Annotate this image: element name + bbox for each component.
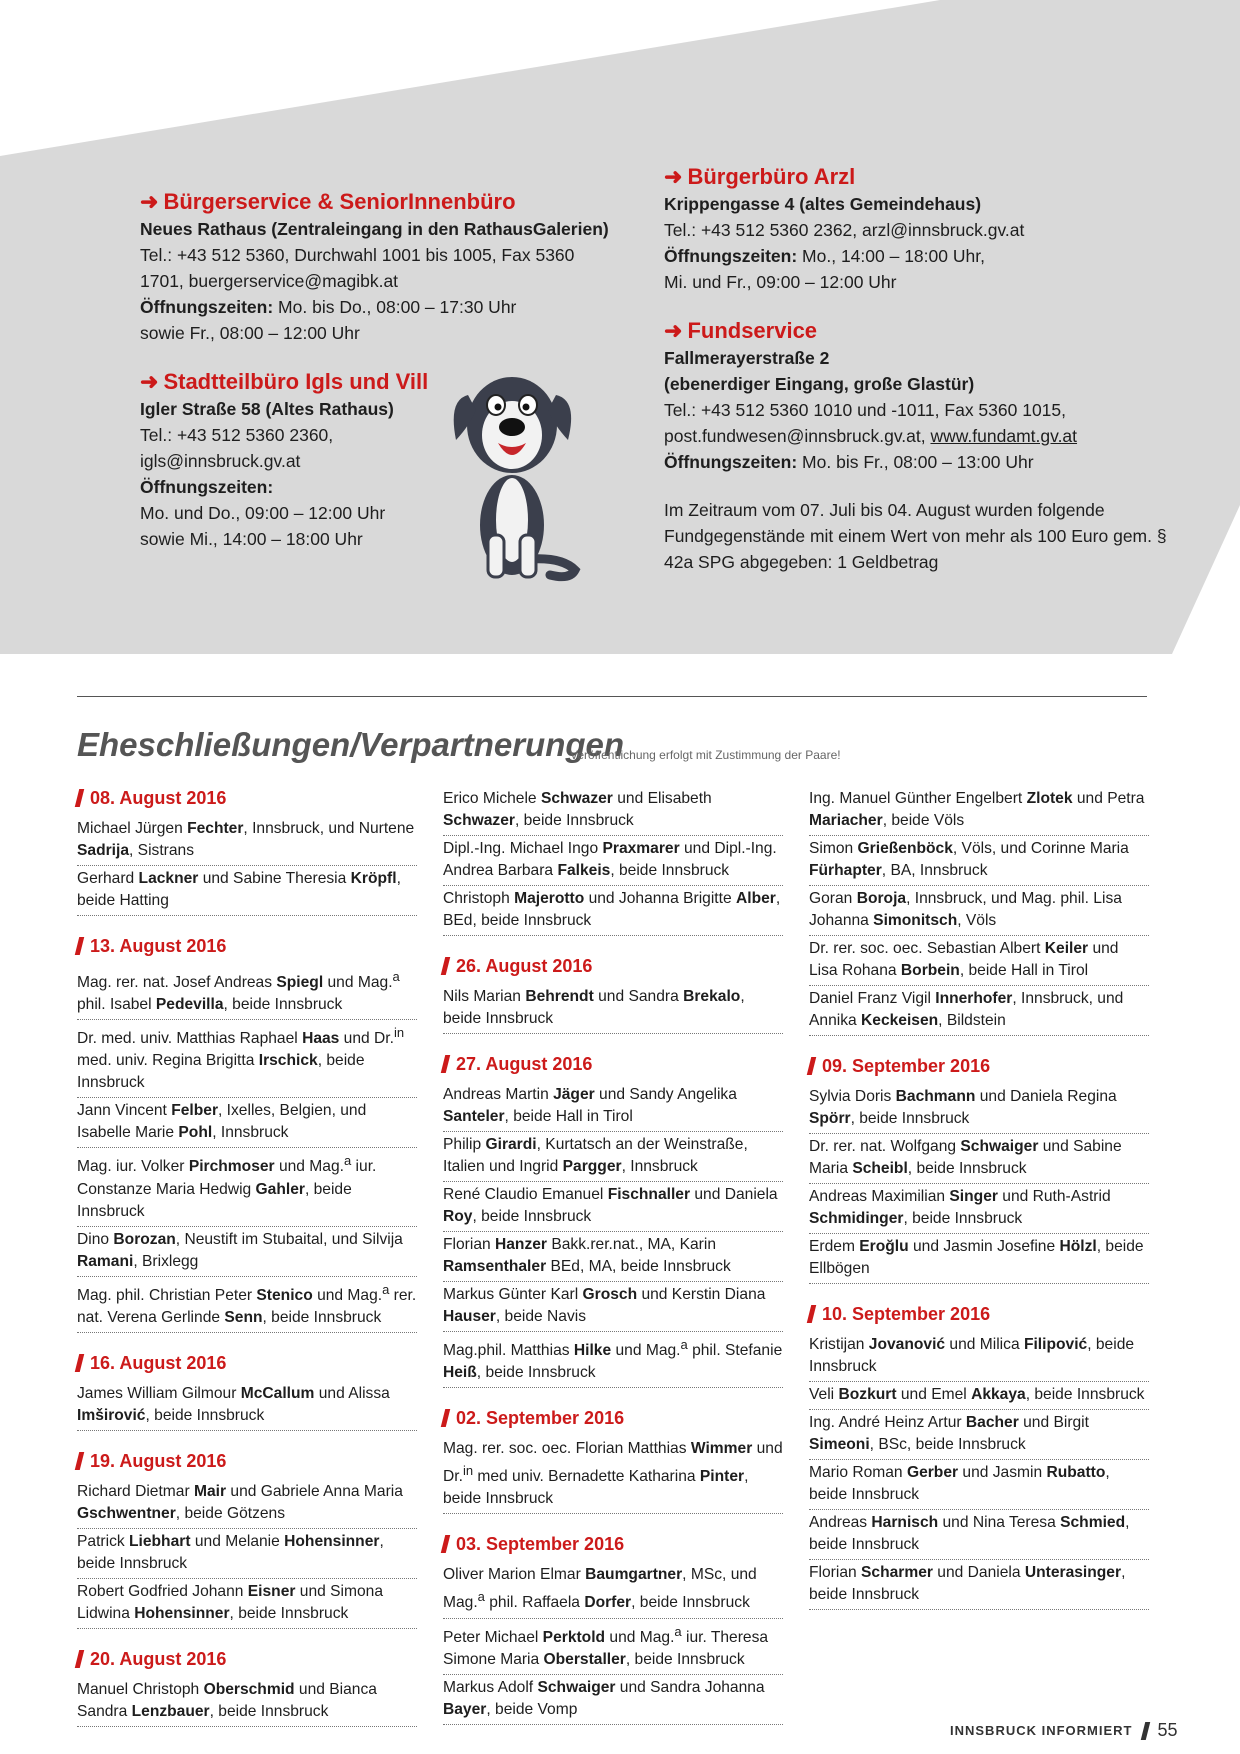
marriage-entry: Mag. phil. Christian Peter Stenico und Mag.$^a$ rer. nat. Verena Gerlinde Senn, beide Innsbruck: [77, 1277, 417, 1333]
slash-icon: [441, 1409, 450, 1427]
marriage-entry: Simon Grießenböck, Völs, und Corinne Maria Fürhapter, BA, Innsbruck: [809, 836, 1149, 886]
marriage-entry: Mag.phil. Matthias Hilke und Mag.$^a$ phil. Stefanie Heiß, beide Innsbruck: [443, 1332, 783, 1388]
buergerservice-title: ➜ Bürgerservice & SeniorInnenbüro: [140, 189, 516, 214]
marriage-entry: Dino Borozan, Neustift im Stubaital, und Silvija Ramani, Brixlegg: [77, 1227, 417, 1277]
arrow-right-icon: ➜: [664, 164, 683, 189]
marriage-entry: Kristijan Jovanović und Milica Filipović, beide Innsbruck: [809, 1332, 1149, 1382]
marriage-entry: René Claudio Emanuel Fischnaller und Daniela Roy, beide Innsbruck: [443, 1182, 783, 1232]
slash-icon: [807, 1057, 816, 1075]
marriage-entry: Richard Dietmar Mair und Gabriele Anna Maria Gschwentner, beide Götzens: [77, 1479, 417, 1529]
marriage-entry: Ing. André Heinz Artur Bacher und Birgit Simeoni, BSc, beide Innsbruck: [809, 1410, 1149, 1460]
marriage-entry: Markus Adolf Schwaiger und Sandra Johanna Bayer, beide Vomp: [443, 1675, 783, 1725]
slash-icon: [75, 789, 84, 807]
marriage-entry: James William Gilmour McCallum und Alissa Imširović, beide Innsbruck: [77, 1381, 417, 1431]
igls-hours-1: Mo. und Do., 09:00 – 12:00 Uhr: [140, 503, 386, 523]
arzl-hours: Öffnungszeiten: Mo., 14:00 – 18:00 Uhr,: [664, 246, 985, 266]
marriage-entry: Gerhard Lackner und Sabine Theresia Kröpfl, beide Hatting: [77, 866, 417, 916]
slash-icon: [441, 1055, 450, 1073]
marriages-note: Veröffentlichung erfolgt mit Zustimmung der Paare!: [570, 748, 841, 762]
slash-icon: [75, 1354, 84, 1372]
marriage-entry: Patrick Liebhart und Melanie Hohensinner, beide Innsbruck: [77, 1529, 417, 1579]
marriage-entry: Goran Boroja, Innsbruck, und Mag. phil. Lisa Johanna Simonitsch, Völs: [809, 886, 1149, 936]
marriage-entry: Daniel Franz Vigil Innerhofer, Innsbruck, und Annika Keckeisen, Bildstein: [809, 986, 1149, 1036]
info-right-column: [664, 163, 1204, 575]
marriage-entry: Erdem Eroğlu und Jasmin Josefine Hölzl, beide Ellbögen: [809, 1234, 1149, 1284]
buergerservice-block: [140, 188, 620, 346]
arzl-block: [664, 163, 1204, 295]
arzl-hours-2: Mi. und Fr., 09:00 – 12:00 Uhr: [664, 272, 897, 292]
marriage-entry: Philip Girardi, Kurtatsch an der Weinstraße, Italien und Ingrid Pargger, Innsbruck: [443, 1132, 783, 1182]
marriage-entry: Andreas Harnisch und Nina Teresa Schmied, beide Innsbruck: [809, 1510, 1149, 1560]
publication-name: INNSBRUCK INFORMIERT: [950, 1723, 1133, 1738]
date-heading: 03. September 2016: [443, 1532, 783, 1556]
fundservice-contact-1: Tel.: +43 512 5360 1010 und -1011, Fax 5360 1015,: [664, 400, 1067, 420]
igls-contact-2: igls@innsbruck.gv.at: [140, 451, 301, 471]
date-heading: 13. August 2016: [77, 934, 417, 958]
arrow-right-icon: ➜: [664, 318, 683, 343]
marriage-entry: Markus Günter Karl Grosch und Kerstin Diana Hauser, beide Navis: [443, 1282, 783, 1332]
marriage-entry: Dr. med. univ. Matthias Raphael Haas und Dr.$^{in}$ med. univ. Regina Brigitta Irschick, beide Innsbruck: [77, 1020, 417, 1098]
fundservice-block: [664, 317, 1204, 575]
marriage-entry: Sylvia Doris Bachmann und Daniela Regina Spörr, beide Innsbruck: [809, 1084, 1149, 1134]
marriage-entry: Mario Roman Gerber und Jasmin Rubatto, beide Innsbruck: [809, 1460, 1149, 1510]
marriage-entry: Ing. Manuel Günther Engelbert Zlotek und Petra Mariacher, beide Völs: [809, 786, 1149, 836]
arzl-contact: Tel.: +43 512 5360 2362, arzl@innsbruck.gv.at: [664, 220, 1025, 240]
date-heading: 19. August 2016: [77, 1449, 417, 1473]
marriage-entry: Mag. rer. nat. Josef Andreas Spiegl und Mag.$^a$ phil. Isabel Pedevilla, beide Innsbruck: [77, 964, 417, 1020]
slash-icon: [441, 957, 450, 975]
buergerservice-hours: Öffnungszeiten: Mo. bis Do., 08:00 – 17:30 Uhr: [140, 297, 517, 317]
divider: [77, 696, 1147, 697]
fundservice-hours: Öffnungszeiten: Mo. bis Fr., 08:00 – 13:00 Uhr: [664, 452, 1034, 472]
marriages-column-1: [77, 786, 417, 1727]
slash-icon: [1140, 1722, 1149, 1740]
date-heading: 09. September 2016: [809, 1054, 1149, 1078]
slash-icon: [75, 1452, 84, 1470]
dog-mascot-icon: [450, 355, 585, 585]
slash-icon: [441, 1535, 450, 1553]
marriage-entry: Nils Marian Behrendt und Sandra Brekalo, beide Innsbruck: [443, 984, 783, 1034]
marriages-column-3: [809, 786, 1149, 1610]
marriage-entry: Florian Hanzer Bakk.rer.nat., MA, Karin Ramsenthaler BEd, MA, beide Innsbruck: [443, 1232, 783, 1282]
page-number: 55: [1157, 1720, 1178, 1740]
igls-title: ➜ Stadtteilbüro Igls und Vill: [140, 369, 429, 394]
fundservice-note: Im Zeitraum vom 07. Juli bis 04. August wurden folgende Fundgegenstände mit einem Wert von mehr als 100 Euro gem. § 42a SPG abgegeben: 1 Geldbetrag: [664, 500, 1167, 572]
fundservice-contact-2: post.fundwesen@innsbruck.gv.at, www.fundamt.gv.at: [664, 426, 1078, 446]
buergerservice-address: Neues Rathaus (Zentraleingang in den RathausGalerien): [140, 219, 609, 239]
marriage-entry: Florian Scharmer und Daniela Unterasinger, beide Innsbruck: [809, 1560, 1149, 1610]
marriage-entry: Andreas Martin Jäger und Sandy Angelika Santeler, beide Hall in Tirol: [443, 1082, 783, 1132]
marriage-entry: Robert Godfried Johann Eisner und Simona Lidwina Hohensinner, beide Innsbruck: [77, 1579, 417, 1629]
marriage-entry: Mag. iur. Volker Pirchmoser und Mag.$^a$ iur. Constanze Maria Hedwig Gahler, beide Innsbruck: [77, 1148, 417, 1226]
date-heading: 10. September 2016: [809, 1302, 1149, 1326]
marriage-entry: Christoph Majerotto und Johanna Brigitte Alber, BEd, beide Innsbruck: [443, 886, 783, 936]
date-heading: 20. August 2016: [77, 1647, 417, 1671]
slash-icon: [75, 1650, 84, 1668]
marriage-entry: Manuel Christoph Oberschmid und Bianca Sandra Lenzbauer, beide Innsbruck: [77, 1677, 417, 1727]
arzl-address: Krippengasse 4 (altes Gemeindehaus): [664, 194, 982, 214]
buergerservice-contact: Tel.: +43 512 5360, Durchwahl 1001 bis 1005, Fax 5360 1701, buergerservice@magibk.at: [140, 245, 575, 291]
marriage-entry: Andreas Maximilian Singer und Ruth-Astrid Schmidinger, beide Innsbruck: [809, 1184, 1149, 1234]
arrow-right-icon: ➜: [140, 369, 159, 394]
marriage-entry: Oliver Marion Elmar Baumgartner, MSc, und Mag.$^a$ phil. Raffaela Dorfer, beide Innsbruck: [443, 1562, 783, 1618]
buergerservice-hours-2: sowie Fr., 08:00 – 12:00 Uhr: [140, 323, 360, 343]
slash-icon: [75, 937, 84, 955]
marriage-entry: Jann Vincent Felber, Ixelles, Belgien, und Isabelle Marie Pohl, Innsbruck: [77, 1098, 417, 1148]
marriages-column-2: [443, 786, 783, 1725]
arzl-title: ➜ Bürgerbüro Arzl: [664, 164, 856, 189]
marriage-entry: Erico Michele Schwazer und Elisabeth Schwazer, beide Innsbruck: [443, 786, 783, 836]
date-heading: 27. August 2016: [443, 1052, 783, 1076]
marriage-entry: Dr. rer. nat. Wolfgang Schwaiger und Sabine Maria Scheibl, beide Innsbruck: [809, 1134, 1149, 1184]
marriages-title: Eheschließungen/Verpartnerungen: [77, 726, 625, 763]
date-heading: 26. August 2016: [443, 954, 783, 978]
igls-contact-1: Tel.: +43 512 5360 2360,: [140, 425, 334, 445]
date-heading: 08. August 2016: [77, 786, 417, 810]
page-footer: [950, 1720, 1178, 1741]
marriage-entry: Mag. rer. soc. oec. Florian Matthias Wimmer und Dr.$^{in}$ med univ. Bernadette Katharina Pinter, beide Innsbruck: [443, 1436, 783, 1514]
igls-address: Igler Straße 58 (Altes Rathaus): [140, 399, 394, 419]
fundservice-address-1: Fallmerayerstraße 2: [664, 348, 830, 368]
date-heading: 02. September 2016: [443, 1406, 783, 1430]
marriage-entry: Veli Bozkurt und Emel Akkaya, beide Innsbruck: [809, 1382, 1149, 1410]
fundservice-title: ➜ Fundservice: [664, 318, 818, 343]
fundamt-link[interactable]: www.fundamt.gv.at: [930, 426, 1078, 446]
marriage-entry: Dipl.-Ing. Michael Ingo Praxmarer und Dipl.-Ing. Andrea Barbara Falkeis, beide Innsbruck: [443, 836, 783, 886]
date-heading: 16. August 2016: [77, 1351, 417, 1375]
igls-hours-label: Öffnungszeiten:: [140, 477, 274, 497]
fundservice-address-2: (ebenerdiger Eingang, große Glastür): [664, 374, 975, 394]
arrow-right-icon: ➜: [140, 189, 159, 214]
marriage-entry: Michael Jürgen Fechter, Innsbruck, und Nurtene Sadrija, Sistrans: [77, 816, 417, 866]
marriage-entry: Dr. rer. soc. oec. Sebastian Albert Keiler und Lisa Rohana Borbein, beide Hall in Tirol: [809, 936, 1149, 986]
slash-icon: [807, 1305, 816, 1323]
igls-hours-2: sowie Mi., 14:00 – 18:00 Uhr: [140, 529, 363, 549]
marriage-entry: Peter Michael Perktold und Mag.$^a$ iur. Theresa Simone Maria Oberstaller, beide Innsbruck: [443, 1619, 783, 1675]
